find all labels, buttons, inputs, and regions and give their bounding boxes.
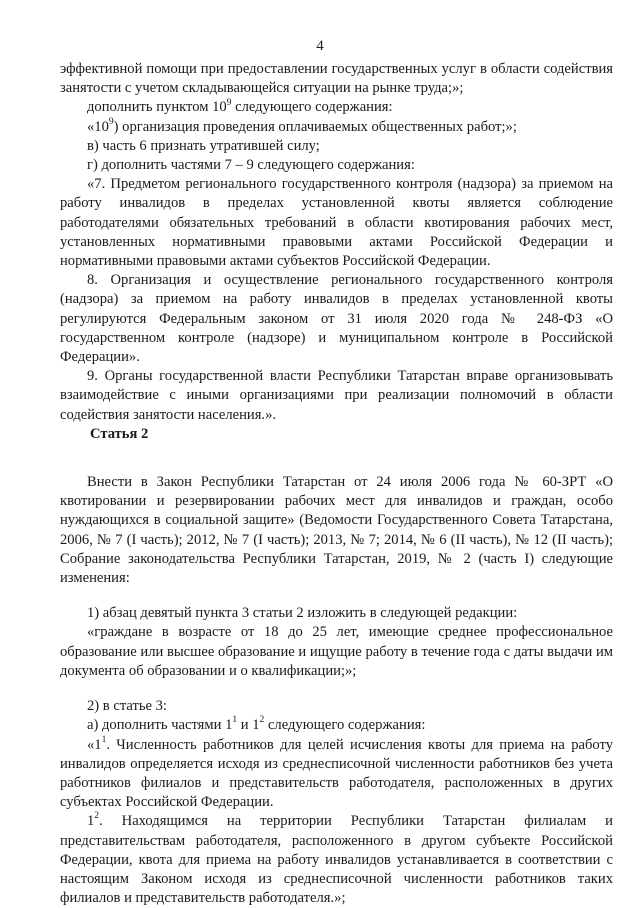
paragraph-part-6: в) часть 6 признать утратившей силу; (87, 137, 320, 154)
paragraph-item-1: 1) абзац девятый пункта 3 статьи 2 изложить в следующей редакции: (87, 605, 518, 622)
paragraph-add-point: дополнить пунктом $10^9$ следующего содержания: (87, 97, 393, 116)
paragraph-continuation: эффективной помощи при предоставлении государственных услуг в области содействия занятости с учетом складывающейся ситуации на рынке труда;»; (60, 61, 613, 97)
article-heading: Статья 2 (90, 425, 149, 442)
paragraph-part-1-1: «$1^1$. Численность работников для целей исчисления квоты для приема на работу инвалидов определяется исходя из среднесписочной численности работников без учета работников филиалов и представительств работодателя, расположенных в других субъектах Российской Федерации. (60, 734, 613, 811)
paragraph-add-parts: г) дополнить частями 7 – 9 следующего содержания: (87, 157, 415, 174)
paragraph-point-10-9: «$10^9$) организация проведения оплачиваемых общественных работ;»; (87, 116, 517, 135)
paragraph-part-1-2: $1^2$. Находящимся на территории Республики Татарстан филиалам и представительствам работодателя, расположенного в другом субъекте Российской Федерации, квота для приема на работу инвалидов устанавливается в соответствии с настоящим Законом исходя из среднесписочной численности работников таких филиалов и представительств работодателя.»; (60, 811, 613, 907)
paragraph-add-parts-1: а) дополнить частями $1^1$ и $1^2$ следующего содержания: (87, 715, 426, 734)
paragraph-part-8: 8. Организация и осуществление регионального государственного контроля (надзора) за приемом на работу инвалидов в пределах установленной квоты регулируются Федеральным законом от 31 июля 2020 года № 248-ФЗ «О государственном контроле (надзоре) и муниципальном контроле в Российской Федерации». (60, 272, 613, 366)
paragraph-amend-law: Внести в Закон Республики Татарстан от 24 июля 2006 года № 60-ЗРТ «О квотировании и резервировании рабочих мест для инвалидов и граждан, особо нуждающихся в социальной защите» (Ведомости Государственного Совета Татарстана, 2006, № 7 (I часть); 2012, № 7 (I часть); 2013, № 7; 2014, № 6 (II часть), № 12 (II часть); Собрание законодательства Республики Татарстан, 2019, № 2 (часть I) следующие изменения: (60, 474, 613, 587)
document-body (60, 60, 613, 908)
paragraph-item-2: 2) в статье 3: (87, 698, 167, 715)
paragraph-part-9: 9. Органы государственной власти Республики Татарстан вправе организовывать взаимодействие с иными организациями при реализации полномочий в области содействия занятости населения.». (60, 368, 613, 423)
page-number: 4 (316, 38, 324, 54)
paragraph-part-7: «7. Предметом регионального государственного контроля (надзора) за приемом на работу инвалидов в пределах установленной квоты является соблюдение работодателями обязательных требований в области квотирования рабочих мест, установленных нормативными правовыми актами Российской Федерации и нормативными правовыми актами субъектов Российской Федерации. (60, 176, 613, 270)
paragraph-citizens: «граждане в возрасте от 18 до 25 лет, имеющие среднее профессиональное образование или высшее образование и ищущие работу в течение года с даты выдачи им документа об образовании и о квалификации;»; (60, 624, 613, 679)
